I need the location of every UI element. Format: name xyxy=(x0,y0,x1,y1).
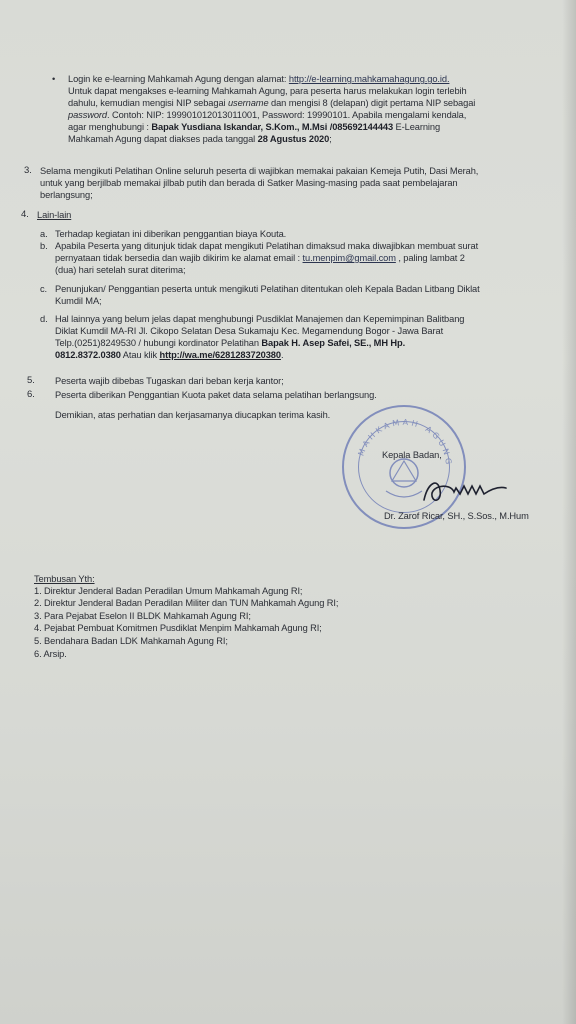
sub-letter: b. xyxy=(40,241,48,251)
sub-letter: d. xyxy=(40,314,48,324)
item-4d-line-1: Hal lainnya yang belum jelas dapat menghubungi Pusdiklat Manajemen dan Kepemimpinan Balitbang xyxy=(55,314,465,324)
login-line-5: agar menghubungi : Bapak Yusdiana Iskandar, S.Kom., M.Msi /085692144443 E-Learning xyxy=(68,122,441,132)
item-6-text: Peserta diberikan Penggantian Kuota paket data selama pelatihan berlangsung. xyxy=(55,390,377,400)
login-line-4: password. Contoh: NIP: 199901012013011001, Password: 19990101. Apabila mengalami kendala, xyxy=(68,110,467,120)
closing-sentence: Demikian, atas perhatian dan kerjasamanya diucapkan terima kasih. xyxy=(55,410,331,420)
item-number: 4. xyxy=(21,209,29,220)
login-line-1: Login ke e-learning Mahkamah Agung dengan alamat: http://e-learning.mahkamahagung.go.id. xyxy=(68,74,450,84)
sub-letter: a. xyxy=(40,229,48,239)
item-4b-line-1: Apabila Peserta yang ditunjuk tidak dapat mengikuti Pelatihan dimaksud maka diwajibkan membuat surat xyxy=(55,241,479,251)
seal-text: MAHKAMAH AGUNG xyxy=(356,417,454,468)
elearning-link[interactable]: http://e-learning.mahkamahagung.go.id. xyxy=(288,74,450,84)
item-5-text: Peserta wajib dibebas Tugaskan dari beban kerja kantor; xyxy=(55,376,284,386)
item-4d-line-2: Diklat Kumdil MA-RI Jl. Cikopo Selatan Desa Sukamaju Kec. Megamendung Bogor - Jawa Barat xyxy=(55,326,444,336)
item-4-heading: Lain-lain xyxy=(37,210,72,220)
email-link[interactable]: tu.menpim@gmail.com xyxy=(302,253,396,263)
cc-item: 4. Pejabat Pembuat Komitmen Pusdiklat Menpim Mahkamah Agung RI; xyxy=(34,623,322,633)
item-number: 6. xyxy=(27,389,35,400)
login-line-3: dahulu, kemudian mengisi NIP sebagai username dan mengisi 8 (delapan) digit pertama NIP sebagai xyxy=(68,98,476,108)
item-3-line-2: untuk yang berjilbab memakai jilbab putih dan berada di Satker Masing-masing pada saat pembelajaran xyxy=(40,178,458,188)
contact-person: Bapak Yusdiana Iskandar, S.Kom., M.Msi /085692144443 xyxy=(151,122,394,132)
item-4c-line-1: Penunjukan/ Penggantian peserta untuk mengikuti Pelatihan ditentukan oleh Kepala Badan Litbang Diklat xyxy=(55,284,480,294)
cc-item: 6. Arsip. xyxy=(34,649,67,659)
item-3-line-1: Selama mengikuti Pelatihan Online seluruh peserta di wajibkan memakai pakaian Kemeja Putih, Dasi Merah, xyxy=(40,166,479,176)
signatory-name: Dr. Zarof Ricar, SH., S.Sos., M.Hum xyxy=(384,511,529,521)
item-4c-line-2: Kumdil MA; xyxy=(55,296,102,306)
cc-item: 3. Para Pejabat Eselon II BLDK Mahkamah Agung RI; xyxy=(34,611,251,621)
sub-letter: c. xyxy=(40,284,48,294)
access-date: 28 Agustus 2020 xyxy=(257,134,330,144)
page-edge-shadow xyxy=(562,0,576,1024)
cc-item: 1. Direktur Jenderal Badan Peradilan Umum Mahkamah Agung RI; xyxy=(34,586,303,596)
item-4b-line-2: pernyataan tidak bersedia dan wajib dikirim ke alamat email : tu.menpim@gmail.com , paling lambat 2 xyxy=(55,253,465,263)
item-4a-text: Terhadap kegiatan ini diberikan penggantian biaya Kouta. xyxy=(55,229,287,239)
coordinator-phone: 0812.8372.0380 xyxy=(55,350,121,360)
whatsapp-link[interactable]: http://wa.me/6281283720380 xyxy=(159,350,281,360)
login-line-6: Mahkamah Agung dapat diakses pada tanggal 28 Agustus 2020; xyxy=(68,134,332,144)
cc-item: 2. Direktur Jenderal Badan Peradilan Militer dan TUN Mahkamah Agung RI; xyxy=(34,598,339,608)
item-4b-line-3: (dua) hari setelah surat diterima; xyxy=(55,265,186,275)
item-3-line-3: berlangsung; xyxy=(40,190,93,200)
coordinator-name: Bapak H. Asep Safei, SE., MH Hp. xyxy=(261,338,406,348)
bullet: • xyxy=(52,74,56,84)
item-number: 5. xyxy=(27,375,35,386)
cc-item: 5. Bendahara Badan LDK Mahkamah Agung RI; xyxy=(34,636,228,646)
handwritten-signature-icon xyxy=(420,472,510,512)
item-4d-line-3: Telp.(0251)8249530 / hubungi kordinator Pelatihan Bapak H. Asep Safei, SE., MH Hp. xyxy=(55,338,406,348)
login-line-2: Untuk dapat mengakses e-learning Mahkamah Agung, para peserta harus melakukan login terlebih xyxy=(68,86,467,96)
signatory-title: Kepala Badan, xyxy=(382,450,442,460)
item-4d-line-4: 0812.8372.0380 Atau klik http://wa.me/6281283720380. xyxy=(55,350,284,360)
tembusan-heading: Tembusan Yth: xyxy=(34,574,95,584)
item-number: 3. xyxy=(24,165,32,176)
